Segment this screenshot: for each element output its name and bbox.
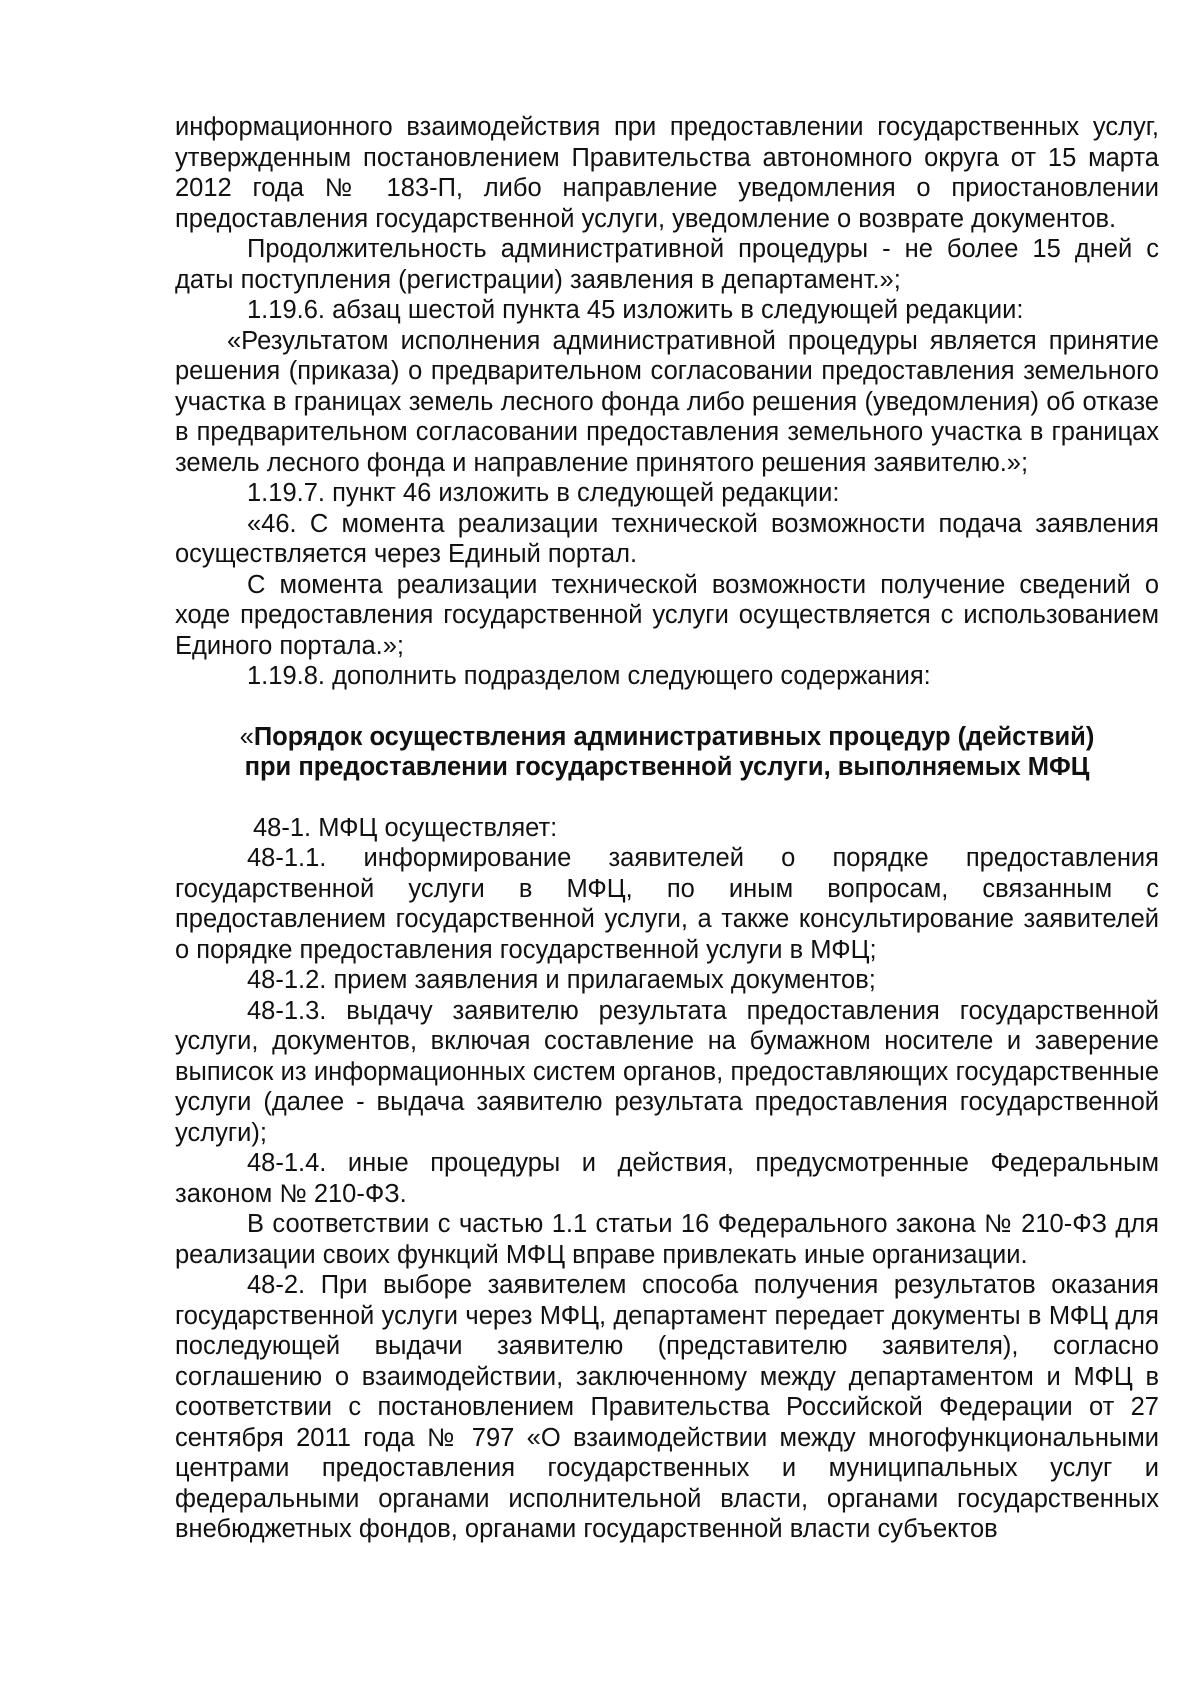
paragraph-48-1-1: 48-1.1. информирование заявителей о порядке предоставления государственной услуги в МФЦ, по иным вопросам, связанным с предоставлением государственной услуги, а также консультирование заявителей о порядке предоставления государственной услуги в МФЦ; — [175, 844, 1159, 964]
paragraph-duration: Продолжительность административной процедуры - не более 15 дней с даты поступления (регистрации) заявления в департамент.»; — [175, 235, 1159, 294]
paragraph-item-1-19-6: 1.19.6. абзац шестой пункта 45 изложить в следующей редакции: — [247, 296, 1024, 324]
heading-text: Порядок осуществления административных процедур (действий) при предоставлении государственной услуги, выполняемых МФЦ — [244, 722, 1095, 781]
paragraph-item-1-19-8: 1.19.8. дополнить подразделом следующего содержания: — [247, 662, 931, 690]
paragraph-48-1-4: 48-1.4. иные процедуры и действия, предусмотренные Федеральным законом № 210-ФЗ. — [175, 1149, 1159, 1208]
spacer — [175, 783, 1159, 813]
paragraph-48-1-2: 48-1.2. прием заявления и прилагаемых документов; — [247, 966, 876, 994]
paragraph-result: «Результатом исполнения административной процедуры является принятие решения (приказа) о предварительном согласовании предоставления земельного участка в границах земель лесного фонда либо решения (уведомления) об отказе в предварительном согласовании предоставления земельного участка в границах земель лесного фонда и направление принятого решения заявителю.»; — [175, 326, 1159, 477]
paragraph-48-1: 48-1. МФЦ осуществляет: — [253, 813, 558, 842]
paragraph-tech-possibility: С момента реализации технической возможности получение сведений о ходе предоставления государственной услуги осуществляется с использованием Единого портала.»; — [175, 570, 1159, 660]
document-page — [175, 112, 1159, 1545]
paragraph-continuation: информационного взаимодействия при предоставлении государственных услуг, утвержденным постановлением Правительства автономного округа от 15 марта 2012 года № 183-П, либо направление уведомления о приостановлении предоставления государственной услуги, уведомление о возврате документов. — [175, 113, 1159, 233]
section-heading — [175, 722, 1159, 783]
heading-quote: « — [239, 722, 254, 751]
paragraph-part-1-1: В соответствии с частью 1.1 статьи 16 Федерального закона № 210-ФЗ для реализации своих функций МФЦ вправе привлекать иные организации. — [175, 1210, 1159, 1269]
paragraph-48-2: 48-2. При выборе заявителем способа получения результатов оказания государственной услуги через МФЦ, департамент передает документы в МФЦ для последующей выдачи заявителю (представителю заявителя), согласно соглашению о взаимодействии, заключенному между департаментом и МФЦ в соответствии с постановлением Правительства Российской Федерации от 27 сентября 2011 года № 797 «О взаимодействии между многофункциональными центрами предоставления государственных и муниципальных услуг и федеральными органами исполнительной власти, органами государственных внебюджетных фондов, органами государственной власти субъектов — [175, 1271, 1159, 1543]
paragraph-point-46: «46. С момента реализации технической возможности подача заявления осуществляется через Единый портал. — [175, 509, 1159, 568]
paragraph-item-1-19-7: 1.19.7. пункт 46 изложить в следующей редакции: — [247, 479, 840, 507]
spacer — [175, 692, 1159, 722]
paragraph-48-1-3: 48-1.3. выдачу заявителю результата предоставления государственной услуги, документов, включая составление на бумажном носителе и заверение выписок из информационных систем органов, предоставляющих государственные услуги (далее - выдача заявителю результата предоставления государственной услуги); — [175, 996, 1159, 1147]
